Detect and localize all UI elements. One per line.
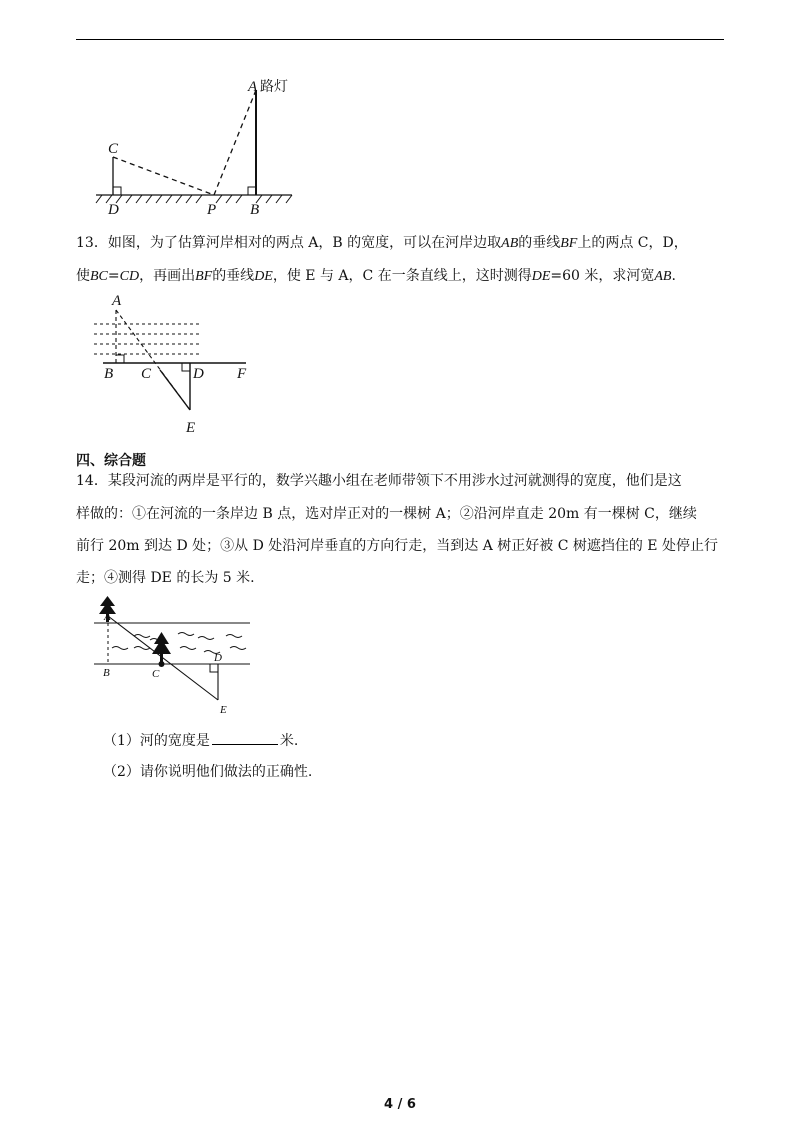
q13-text-8: =60 米，求河宽	[550, 268, 655, 284]
fig1-label-P: P	[207, 202, 217, 218]
q13-text-6: 的垂线	[212, 268, 255, 284]
q13-text-2: 的垂线	[518, 235, 561, 251]
section-heading: 四、综合题	[76, 453, 146, 469]
q13-eq-CD: CD	[119, 269, 140, 284]
fig3-label-B: B	[103, 667, 110, 679]
q13-text-7: ，使 E 与 A，C 在一条直线上，这时测得	[272, 268, 532, 284]
right-angle-D3	[210, 664, 218, 672]
water-waves	[112, 633, 246, 654]
fig2-label-B: B	[104, 366, 114, 382]
q13-text-5: ，再画出	[139, 268, 196, 284]
q13-var-AB: AB	[501, 236, 519, 251]
fig2-label-C: C	[141, 366, 152, 382]
q14-line4: 走；④测得 DE 的长为 5 米.	[76, 570, 255, 586]
q14-sub1-prefix: （1）河的宽度是	[103, 733, 210, 749]
q13-number: 13．	[76, 235, 108, 251]
q13-text-1: 如图，为了估算河岸相对的两点 A，B 的宽度，可以在河岸边取	[107, 235, 502, 251]
q13-text-3: 上的两点 C，D，	[577, 235, 688, 251]
q13-text-9: .	[671, 268, 676, 284]
fig1-label-C: C	[108, 141, 119, 157]
q14-line1: 14．某段河流的两岸是平行的，数学兴趣小组在老师带领下不用涉水过河就测得的宽度，他们是这	[76, 473, 682, 489]
fig3-label-E: E	[220, 704, 227, 716]
fig3-label-D: D	[214, 652, 222, 664]
q13-var-AB2: AB	[654, 269, 672, 284]
fig3-label-A: A	[104, 611, 111, 623]
fig2-label-A: A	[112, 293, 122, 309]
q13-var-DE: DE	[254, 269, 273, 284]
q13-var-DE2: DE	[531, 269, 551, 284]
fig2-label-E: E	[186, 420, 196, 436]
q14-sub2: （2）请你说明他们做法的正确性.	[103, 764, 313, 780]
answer-blank[interactable]	[212, 732, 278, 745]
q14-line2: 样做的：①在河流的一条岸边 B 点，选对岸正对的一棵树 A；②沿河岸直走 20m 有一棵树 C，继续	[76, 506, 697, 522]
q13-eq-sign: =	[107, 268, 120, 284]
q14-sub1	[103, 726, 298, 757]
q13-eq-BC: BC	[90, 269, 108, 284]
q13-var-BF2: BF	[195, 269, 213, 284]
fig1-label-D: D	[108, 202, 119, 218]
fig1-label-lamp: 路灯	[260, 79, 288, 95]
q13-text-4: 使	[76, 268, 90, 284]
q14-line3: 前行 20m 到达 D 处；③从 D 处沿河岸垂直的方向行走，当到达 A 树正好被 C 树遮挡住的 E 处停止行	[76, 538, 718, 554]
fig2-label-F: F	[237, 366, 247, 382]
page-number: 4 / 6	[384, 1097, 416, 1112]
q14-sub1-suffix: 米.	[279, 733, 299, 749]
fig3-label-C: C	[152, 668, 160, 680]
fig2-label-D: D	[193, 366, 204, 382]
fig1-label-B: B	[250, 202, 260, 218]
q13-var-BF: BF	[560, 236, 578, 251]
fig1-label-A: A	[248, 79, 258, 95]
